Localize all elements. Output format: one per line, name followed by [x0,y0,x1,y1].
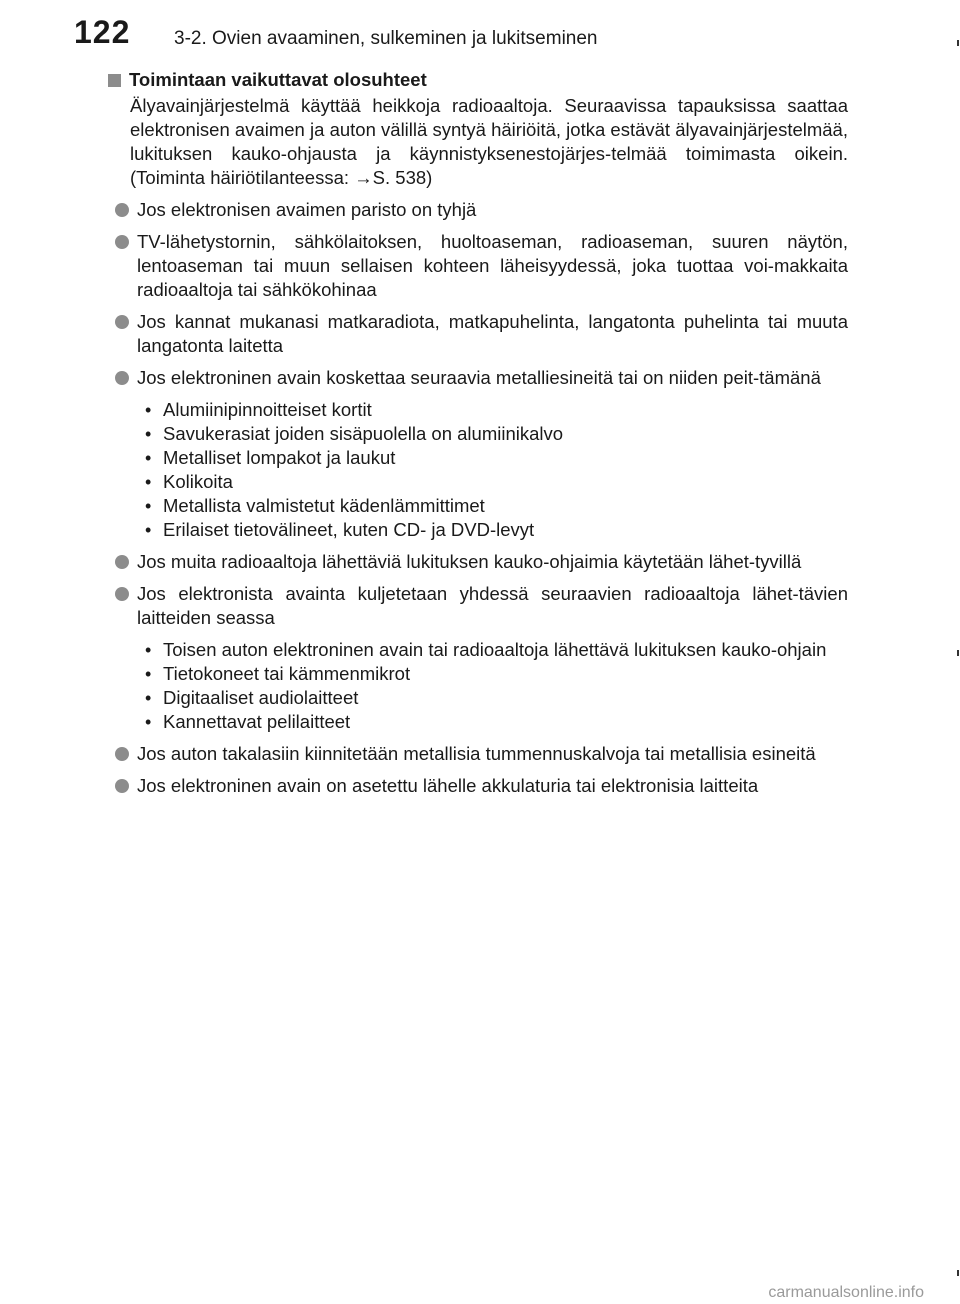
sub-list [145,638,848,734]
list-item-text: TV-lähetystornin, sähkölaitoksen, huoltoaseman, radioaseman, suuren näytön, lentoaseman tai muun sellaisen kohteen läheisyydessä, joka tuottaa voi-makkaita radioaaltoja tai sähkökohinaa [137,231,848,300]
list-item [108,742,848,766]
chapter-title: 3-2. Ovien avaaminen, sulkeminen ja lukitseminen [174,28,598,49]
circle-bullet-icon [115,315,129,329]
footer-watermark: carmanualsonline.info [768,1284,924,1301]
sub-list [145,398,848,542]
condition-list [108,198,848,798]
list-item [108,198,848,222]
square-bullet-icon [108,74,121,87]
page-content [108,68,848,806]
sub-list-item-text: Toisen auton elektroninen avain tai radioaaltoja lähettävä lukituksen kauko-ohjain [163,639,827,660]
list-item [108,366,848,390]
list-item-text: Jos elektronisen avaimen paristo on tyhjä [137,199,477,220]
circle-bullet-icon [115,747,129,761]
bullet-dot-icon: • [145,688,152,708]
circle-bullet-icon [115,779,129,793]
bullet-dot-icon: • [145,400,152,420]
list-item [108,582,848,630]
sub-list-item [145,686,848,710]
bullet-dot-icon: • [145,640,152,660]
section-heading-text: Toimintaan vaikuttavat olosuhteet [129,69,427,90]
list-item-text: Jos elektroninen avain koskettaa seuraavia metalliesineitä tai on niiden peit-tämänä [137,367,821,388]
page-number: 122 [74,14,131,50]
sub-list-item-text: Digitaaliset audiolaitteet [163,687,359,708]
list-item [108,310,848,358]
sub-list-item [145,494,848,518]
sub-list-item-text: Metalliset lompakot ja laukut [163,447,396,468]
sub-list-item [145,638,848,662]
sub-list-item [145,446,848,470]
bullet-dot-icon: • [145,472,152,492]
circle-bullet-icon [115,203,129,217]
list-item [108,550,848,574]
circle-bullet-icon [115,555,129,569]
crop-mark [957,650,959,656]
sub-list-item-text: Kannettavat pelilaitteet [163,711,351,732]
sub-list-item [145,422,848,446]
section-intro: Älyavainjärjestelmä käyttää heikkoja radioaaltoja. Seuraavissa tapauksissa saattaa elektronisen avaimen ja auton välillä syntyä häiriöitä, jotka estävät älyavainjärjestelmää, lukituksen kauko-ohjausta ja käynnistyksenestojärjes-telmää toimimasta oikein. (Toiminta häiriötilanteessa: →S. 538) [130,95,848,188]
page-header [0,0,960,58]
sub-list-item [145,710,848,734]
list-item-text: Jos muita radioaaltoja lähettäviä lukituksen kauko-ohjaimia käytetään lähet-tyvillä [137,551,802,572]
list-item-text: Jos elektroninen avain on asetettu lähelle akkulaturia tai elektronisia laitteita [137,775,759,796]
bullet-dot-icon: • [145,712,152,732]
sub-list-item [145,470,848,494]
sub-list-item-text: Tietokoneet tai kämmenmikrot [163,663,411,684]
sub-list-item-text: Alumiinipinnoitteiset kortit [163,399,372,420]
sub-list-item [145,398,848,422]
sub-list-item-text: Erilaiset tietovälineet, kuten CD- ja DVD-levyt [163,519,535,540]
circle-bullet-icon [115,235,129,249]
crop-mark [957,40,959,46]
sub-list-item [145,518,848,542]
section-heading [108,68,848,92]
list-item [108,230,848,302]
list-item-text: Jos kannat mukanasi matkaradiota, matkapuhelinta, langatonta puhelinta tai muuta langatonta laitetta [137,311,848,356]
list-item-text: Jos auton takalasiin kiinnitetään metallisia tummennuskalvoja tai metallisia esineitä [137,743,816,764]
crop-mark [957,1270,959,1276]
sub-list-item-text: Metallista valmistetut kädenlämmittimet [163,495,485,516]
list-item [108,774,848,798]
sub-list-item-text: Savukerasiat joiden sisäpuolella on alumiinikalvo [163,423,564,444]
circle-bullet-icon [115,371,129,385]
bullet-dot-icon: • [145,424,152,444]
circle-bullet-icon [115,587,129,601]
bullet-dot-icon: • [145,520,152,540]
sub-list-item [145,662,848,686]
bullet-dot-icon: • [145,664,152,684]
bullet-dot-icon: • [145,448,152,468]
bullet-dot-icon: • [145,496,152,516]
list-item-text: Jos elektronista avainta kuljetetaan yhdessä seuraavien radioaaltoja lähet-tävien laitteiden seassa [137,583,848,628]
sub-list-item-text: Kolikoita [163,471,233,492]
